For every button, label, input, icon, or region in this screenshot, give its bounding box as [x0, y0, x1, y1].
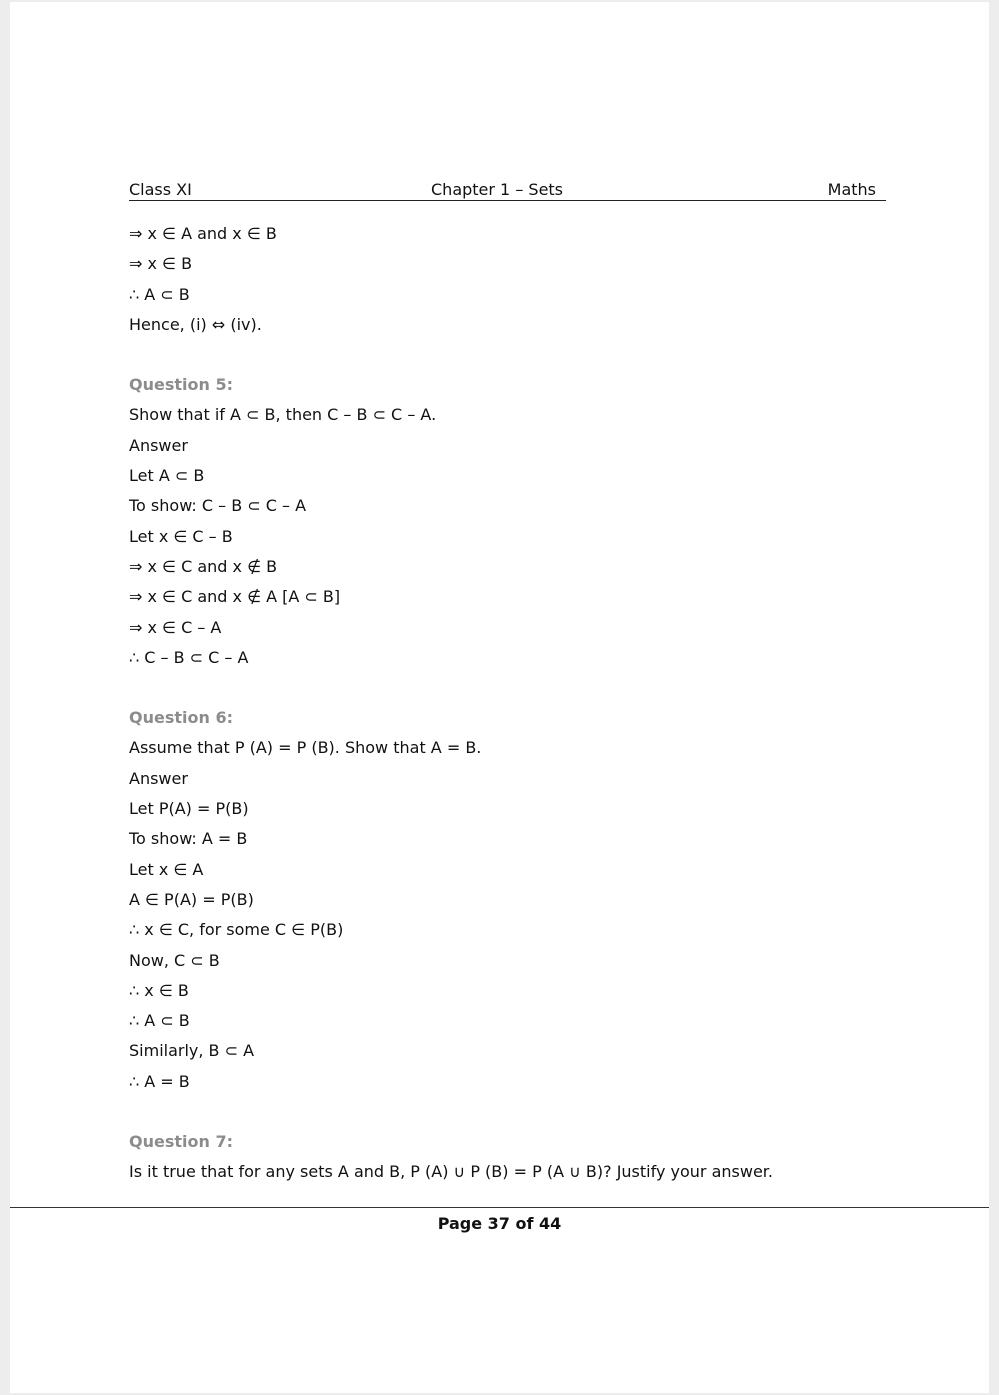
question-7-heading: Question 7:: [129, 1132, 233, 1152]
text-line: To show: C – B ⊂ C – A: [129, 496, 307, 516]
text-line: Let P(A) = P(B): [129, 799, 249, 819]
text-line: Let x ∈ C – B: [129, 526, 233, 546]
page-header: [129, 180, 886, 201]
text-line: Hence, (i) ⇔ (iv).: [129, 314, 262, 334]
section-gap: [129, 1097, 889, 1127]
text-line: Let x ∈ A: [129, 859, 204, 879]
answer-label: Answer: [129, 435, 188, 455]
section-gap: [129, 673, 889, 703]
text-line: Let A ⊂ B: [129, 466, 205, 486]
text-line: ⇒ x ∈ C and x ∉ B: [129, 556, 278, 576]
question-6-text: Assume that P (A) = P (B). Show that A = B.: [129, 738, 482, 758]
question-5-heading: Question 5:: [129, 375, 233, 395]
text-line: A ∈ P(A) = P(B): [129, 889, 254, 909]
text-line: To show: A = B: [129, 829, 248, 849]
header-class: Class XI: [129, 180, 192, 199]
text-line: ∴ x ∈ C, for some C ∈ P(B): [129, 920, 344, 940]
question-6-heading: Question 6:: [129, 708, 233, 728]
text-line: Now, C ⊂ B: [129, 950, 220, 970]
answer-label: Answer: [129, 768, 188, 788]
section-gap: [129, 340, 889, 370]
header-chapter: Chapter 1 – Sets: [431, 180, 564, 199]
question-7-text: Is it true that for any sets A and B, P (A) ∪ P (B) = P (A ∪ B)? Justify your answer.: [129, 1162, 773, 1182]
header-subject: Maths: [827, 180, 876, 199]
text-line: ∴ C – B ⊂ C – A: [129, 647, 249, 667]
text-line: ∴ A ⊂ B: [129, 1011, 190, 1031]
page-number: Page 37 of 44: [437, 1214, 562, 1233]
text-line: ∴ A = B: [129, 1071, 190, 1091]
text-line: Similarly, B ⊂ A: [129, 1041, 255, 1061]
text-line: ⇒ x ∈ C and x ∉ A [A ⊂ B]: [129, 587, 341, 607]
document-page: [10, 2, 989, 1393]
text-line: ∴ x ∈ B: [129, 980, 189, 1000]
question-5-text: Show that if A ⊂ B, then C – B ⊂ C – A.: [129, 405, 437, 425]
text-line: ⇒ x ∈ A and x ∈ B: [129, 224, 277, 243]
footer-divider: [10, 1207, 989, 1208]
text-line: ⇒ x ∈ B: [129, 254, 193, 274]
text-line: ∴ A ⊂ B: [129, 284, 190, 304]
page-content: [129, 219, 889, 1188]
text-line: ⇒ x ∈ C – A: [129, 617, 222, 637]
